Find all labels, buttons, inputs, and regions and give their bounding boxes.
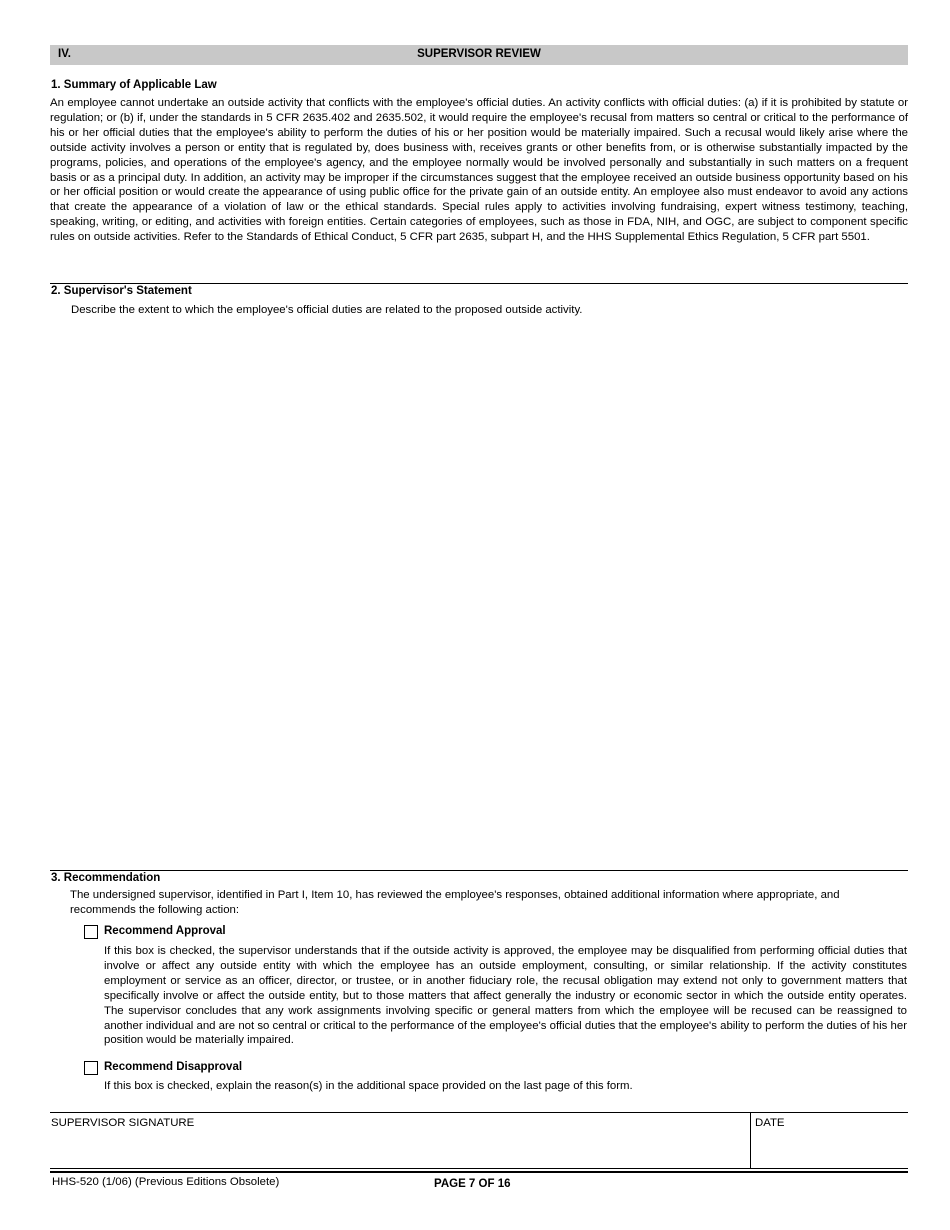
signature-divider (750, 1113, 751, 1169)
recommend-approval-checkbox[interactable] (84, 925, 98, 939)
page-number: PAGE 7 OF 16 (434, 1178, 511, 1190)
item3-intro: The undersigned supervisor, identified in Part I, Item 10, has reviewed the employee's responses, obtained additional information where appropriate, and recommends the following action: (70, 889, 840, 916)
recommend-approval-label: Recommend Approval (104, 925, 226, 937)
item1-body: An employee cannot undertake an outside activity that conflicts with the employee's official duties. An activity conflicts with official duties: (a) if it is prohibited by statute or regulation; or (b) if, under the standards in 5 CFR 2635.402 and 2635.502, it would require the employee's recusal from matters so central or critical to the performance of his or her official duties that the employee's ability to perform the duties of his or her position would be materially impaired. Such a recusal would likely arise where the outside activity involves a person or entity that is regulated by, does business with, receives grants or other benefits from, or is otherwise substantially impacted by the programs, policies, and operations of the employee's agency, and the employee normally would be involved personally and substantially in such matters on a frequent basis or as a principal duty. In addition, an activity may be improper if the circumstances suggest that the employee received an outside business opportunity based on his or her official position or would create the appearance of using public office for the private gain of an outside entity. An employee also must endeavor to avoid any actions that create the appearance of a violation of law or the ethical standards. Special rules apply to activities involving fundraising, expert witness testimony, teaching, speaking, writing, or editing, and activities with foreign entities. Certain categories of employees, such as those in FDA, NIH, and OGC, are subject to component specific rules on outside activities. Refer to the Standards of Ethical Conduct, 5 CFR part 2635, subpart H, and the HHS Supplemental Ethics Regulation, 5 CFR part 5501. (50, 97, 908, 244)
item3-title: 3. Recommendation (51, 872, 161, 884)
form-id: HHS-520 (1/06) (Previous Editions Obsolete) (52, 1176, 280, 1188)
divider (50, 283, 908, 284)
item2-title: 2. Supervisor's Statement (51, 285, 192, 297)
date-label: DATE (755, 1117, 785, 1129)
recommend-approval-text: If this box is checked, the supervisor understands that if the outside activity is approved, the employee may be disqualified from performing official duties that involve or affect any outside entity with which the employee has an outside employment, consulting, or similar relationship. If the activity constitutes employment or service as an officer, director, or trustee, or in another fiduciary role, the recusal obligation may extend not only to government matters that specifically involve or affect the outside entity, but to those matters that affect generally the industry or economic sector in which the outside entity operates. The supervisor concludes that any work assignments involving specific or general matters from which the employee will be recused can be reassigned to another individual and are not so central or critical to the performance of the employee's official duties that the employee's ability to perform the duties of his her position would be materially impaired. (104, 945, 907, 1047)
recommend-disapproval-text: If this box is checked, explain the reason(s) in the additional space provided on the last page of this form. (104, 1080, 633, 1092)
recommend-disapproval-checkbox[interactable] (84, 1061, 98, 1075)
divider (50, 870, 908, 871)
item2-instruction: Describe the extent to which the employee's official duties are related to the proposed outside activity. (71, 304, 583, 316)
supervisor-statement-field[interactable] (70, 322, 908, 862)
footer-rule-bottom (50, 1171, 908, 1173)
section-title: SUPERVISOR REVIEW (417, 48, 541, 60)
signature-label: SUPERVISOR SIGNATURE (51, 1117, 195, 1129)
section-header (50, 45, 908, 65)
section-number: IV. (58, 48, 72, 60)
signature-block (50, 1112, 908, 1169)
signature-field[interactable] (52, 1133, 746, 1167)
footer-rule-top (50, 1168, 908, 1169)
date-field[interactable] (754, 1133, 906, 1167)
item1-title: 1. Summary of Applicable Law (51, 79, 217, 91)
recommend-disapproval-label: Recommend Disapproval (104, 1061, 243, 1073)
